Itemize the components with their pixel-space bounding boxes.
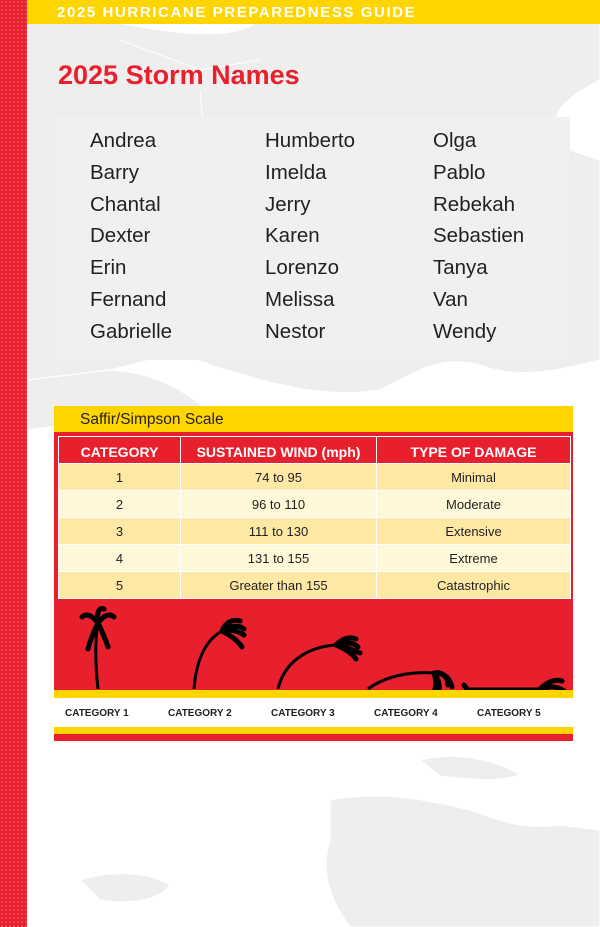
wind-cell: 111 to 130 xyxy=(181,518,377,545)
scale-table xyxy=(58,436,571,599)
storm-name: Melissa xyxy=(265,287,335,311)
storm-name: Imelda xyxy=(265,160,327,184)
wind-cell: 96 to 110 xyxy=(181,491,377,518)
storm-names-column-2 xyxy=(265,127,355,350)
storm-name: Pablo xyxy=(433,160,486,184)
storm-name: Andrea xyxy=(90,129,157,152)
category-4-label: CATEGORY 4 xyxy=(374,708,438,719)
palm-tree-illustrations xyxy=(54,601,573,701)
table-row xyxy=(59,572,571,599)
storm-name: Wendy xyxy=(433,319,497,343)
storm-name: Humberto xyxy=(265,129,356,152)
storm-name: Van xyxy=(433,287,468,311)
damage-cell: Minimal xyxy=(377,464,571,491)
storm-name: Chantal xyxy=(90,192,161,216)
storm-name: Dexter xyxy=(90,224,151,248)
column-header-wind: SUSTAINED WIND (mph) xyxy=(181,437,377,464)
storm-name: Fernand xyxy=(90,287,167,311)
guide-header-title: 2025 HURRICANE PREPAREDNESS GUIDE xyxy=(57,4,417,21)
storm-name: Karen xyxy=(265,224,320,248)
damage-cell: Moderate xyxy=(377,491,571,518)
column-header-damage: TYPE OF DAMAGE xyxy=(377,437,571,464)
storm-name: Barry xyxy=(90,160,139,184)
saffir-simpson-scale xyxy=(54,406,573,741)
palm-tree-category-1-icon xyxy=(82,609,114,689)
category-cell: 3 xyxy=(59,518,181,545)
storm-name: Erin xyxy=(90,256,127,280)
storm-names-column-1 xyxy=(90,127,172,350)
palm-tree-category-2-icon xyxy=(194,620,244,689)
storm-name: Gabrielle xyxy=(90,319,173,343)
category-cell: 2 xyxy=(59,491,181,518)
storm-name: Rebekah xyxy=(433,192,516,216)
scale-header-bar xyxy=(54,406,573,432)
category-strip-yellow-band xyxy=(54,727,573,734)
wind-cell: 131 to 155 xyxy=(181,545,377,572)
storm-names-column-3 xyxy=(433,127,524,350)
column-header-category: CATEGORY xyxy=(59,437,181,464)
storm-name: Sebastien xyxy=(433,224,525,248)
category-strip-red-band xyxy=(54,734,573,741)
category-3-label: CATEGORY 3 xyxy=(271,708,335,719)
category-cell: 1 xyxy=(59,464,181,491)
category-cell: 4 xyxy=(59,545,181,572)
category-cell: 5 xyxy=(59,572,181,599)
storm-name: Olga xyxy=(433,129,477,152)
damage-cell: Extensive xyxy=(377,518,571,545)
storm-name: Lorenzo xyxy=(265,256,340,280)
damage-cell: Extreme xyxy=(377,545,571,572)
storm-name: Jerry xyxy=(265,192,311,216)
table-row xyxy=(59,464,571,491)
category-5-label: CATEGORY 5 xyxy=(477,708,541,719)
scale-table-header-row xyxy=(59,437,571,464)
table-row xyxy=(59,491,571,518)
scale-title: Saffir/Simpson Scale xyxy=(80,411,224,428)
table-row xyxy=(59,545,571,572)
storm-names-panel xyxy=(56,117,570,360)
damage-cell: Catastrophic xyxy=(377,572,571,599)
left-accent-stripe xyxy=(0,0,27,927)
guide-header-bar xyxy=(27,0,600,24)
palm-tree-category-3-icon xyxy=(278,638,360,689)
wind-cell: Greater than 155 xyxy=(181,572,377,599)
page-title: 2025 Storm Names xyxy=(58,60,300,90)
storm-name: Nestor xyxy=(265,319,326,343)
category-2-label: CATEGORY 2 xyxy=(168,708,232,719)
storm-name: Tanya xyxy=(433,256,488,280)
wind-cell: 74 to 95 xyxy=(181,464,377,491)
category-strip-top xyxy=(54,690,573,698)
category-1-label: CATEGORY 1 xyxy=(65,708,129,719)
table-row xyxy=(59,518,571,545)
